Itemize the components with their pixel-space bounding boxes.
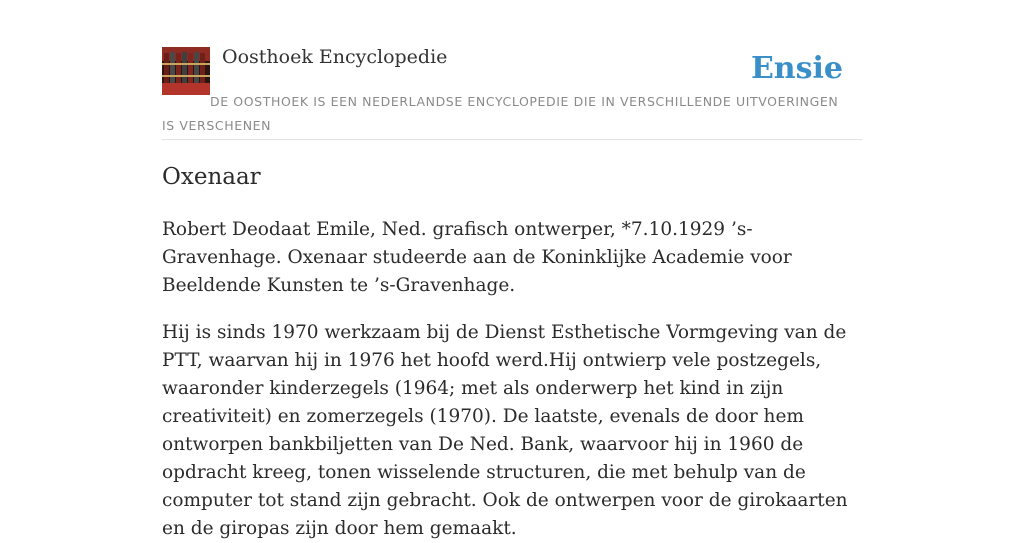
encyclopedia-books-icon[interactable]	[162, 47, 210, 95]
article-paragraph: Hij is sinds 1970 werkzaam bij de Dienst Esthetische Vormgeving van de PTT, waarvan hij in 1976 het hoofd werd.Hij ontwierp vele postzegels, waaronder kinderzegels (1964; met als onderwerp het kind in zijn creativiteit) en zomerzegels (1970). De laatste, evenals de door hem ontworpen bankbiljetten van De Ned. Bank, waarvoor hij in 1960 de opdracht kreeg, tonen wisselende structuren, die met behulp van de computer tot stand zijn gebracht. Ook de ontwerpen voor de girokaarten en de giropas zijn door hem gemaakt.	[162, 322, 848, 539]
article-title: Oxenaar	[162, 164, 261, 190]
article-paragraph: Robert Deodaat Emile, Ned. grafisch ontwerper, *7.10.1929 ’s-Gravenhage. Oxenaar studeerde aan de Koninklijke Academie voor Beeldende Kunsten te ’s-Gravenhage.	[162, 219, 792, 296]
site-name[interactable]: Oosthoek Encyclopedie	[222, 46, 448, 68]
page	[162, 0, 862, 539]
header-divider	[162, 139, 862, 140]
brand-logo[interactable]: Ensie	[750, 51, 843, 86]
header	[162, 0, 862, 140]
site-tagline: DE OOSTHOEK IS EEN NEDERLANDSE ENCYCLOPEDIE DIE IN VERSCHILLENDE UITVOERINGEN IS VERSCHENEN	[162, 94, 839, 133]
